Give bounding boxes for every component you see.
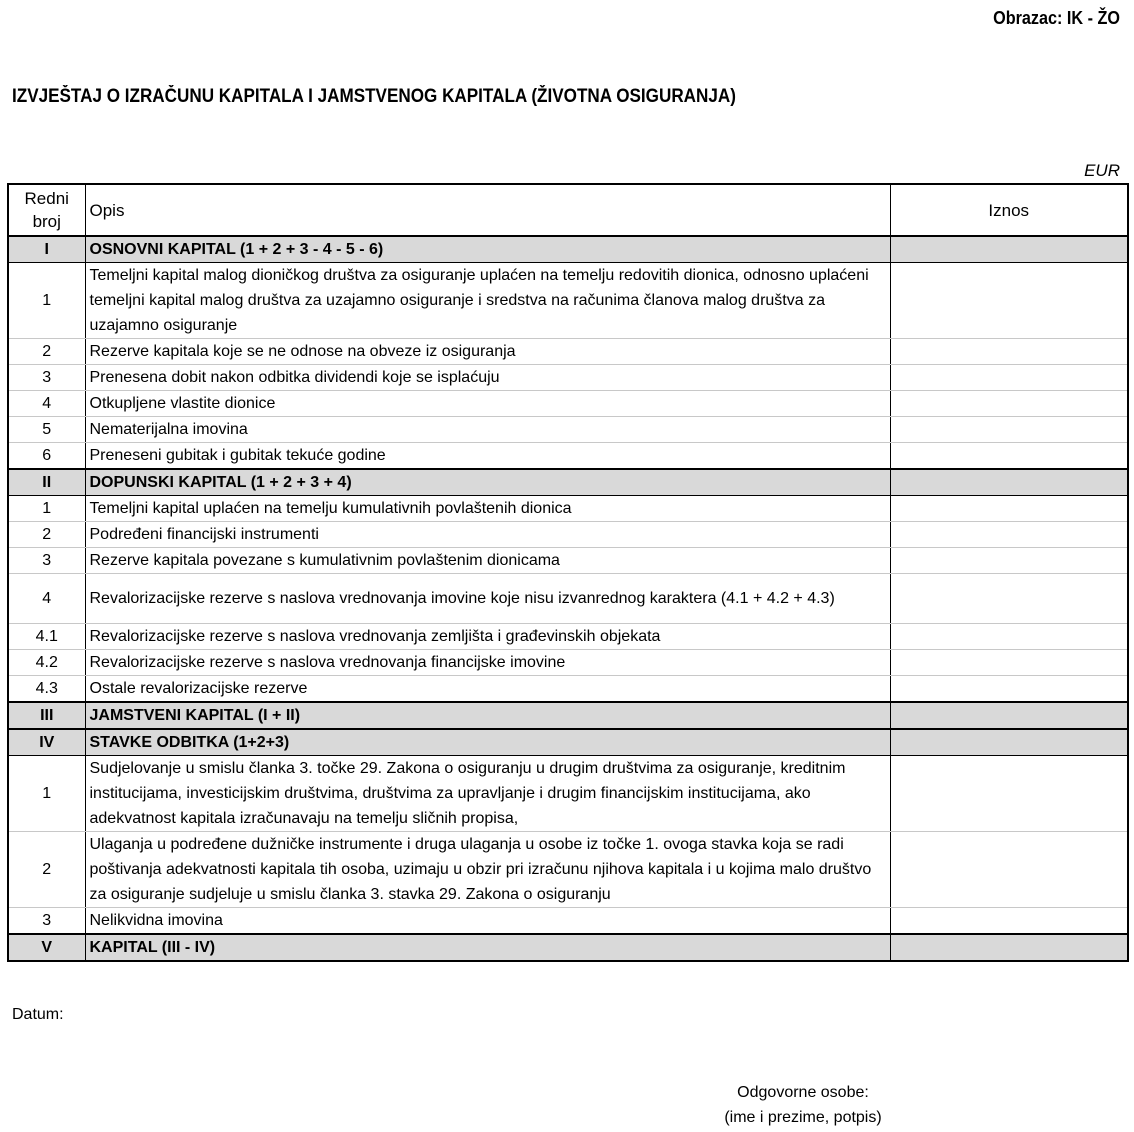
row-amount-cell[interactable] — [890, 263, 1128, 339]
row-description: JAMSTVENI KAPITAL (I + II) — [85, 702, 890, 729]
table-row — [8, 339, 1128, 365]
row-number: 1 — [8, 263, 85, 339]
row-number: 4 — [8, 391, 85, 417]
responsible-persons-label: Odgovorne osobe: — [737, 1084, 869, 1101]
row-amount-cell[interactable] — [890, 832, 1128, 908]
table-row — [8, 548, 1128, 574]
table-section-row — [8, 934, 1128, 961]
row-description: Temeljni kapital malog dioničkog društva za osiguranje uplaćen na temelju redovitih dionica, odnosno uplaćeni temeljni kapital malog društva za uzajamno osiguranje i sredstva na računima članova malog društva za uzajamno osiguranje — [85, 263, 890, 339]
row-amount-cell[interactable] — [890, 934, 1128, 961]
row-amount-cell[interactable] — [890, 624, 1128, 650]
row-amount-cell[interactable] — [890, 650, 1128, 676]
row-description: OSNOVNI KAPITAL (1 + 2 + 3 - 4 - 5 - 6) — [85, 236, 890, 263]
row-number: 4 — [8, 574, 85, 624]
row-description: Sudjelovanje u smislu članka 3. točke 29. Zakona o osiguranju u drugim društvima za osiguranje, kreditnim institucijama, investicijskim društvima, društvima za upravljanje i drugim financijskim institucijama, ako adekvatnost kapitala izračunavaju na temelju sličnih propisa, — [85, 756, 890, 832]
table-row — [8, 443, 1128, 470]
column-header-number-line1: Redni — [24, 189, 69, 208]
row-description: Nelikvidna imovina — [85, 908, 890, 935]
row-description: Rezerve kapitala koje se ne odnose na obveze iz osiguranja — [85, 339, 890, 365]
row-description: Rezerve kapitala povezane s kumulativnim povlaštenim dionicama — [85, 548, 890, 574]
row-description: Podređeni financijski instrumenti — [85, 522, 890, 548]
column-header-number — [8, 184, 85, 236]
column-header-description: Opis — [85, 184, 890, 236]
row-amount-cell[interactable] — [890, 469, 1128, 496]
row-number: 4.1 — [8, 624, 85, 650]
row-number: II — [8, 469, 85, 496]
row-number: 1 — [8, 496, 85, 522]
row-description: Ostale revalorizacijske rezerve — [85, 676, 890, 703]
table-section-row — [8, 702, 1128, 729]
table-row — [8, 574, 1128, 624]
row-description: DOPUNSKI KAPITAL (1 + 2 + 3 + 4) — [85, 469, 890, 496]
responsible-persons-hint: (ime i prezime, potpis) — [724, 1109, 882, 1126]
table-row — [8, 756, 1128, 832]
table-row — [8, 391, 1128, 417]
table-section-row — [8, 469, 1128, 496]
date-label: Datum: — [12, 1006, 64, 1023]
table-row — [8, 365, 1128, 391]
table-section-row — [8, 236, 1128, 263]
row-number: 1 — [8, 756, 85, 832]
row-amount-cell[interactable] — [890, 729, 1128, 756]
row-amount-cell[interactable] — [890, 548, 1128, 574]
column-header-number-line2: broj — [32, 212, 61, 231]
capital-report-table — [7, 183, 1129, 962]
responsible-persons-block — [700, 1080, 906, 1130]
row-number: 3 — [8, 548, 85, 574]
row-number: 3 — [8, 365, 85, 391]
table-row — [8, 676, 1128, 703]
table-row — [8, 624, 1128, 650]
row-description: Revalorizacijske rezerve s naslova vrednovanja financijske imovine — [85, 650, 890, 676]
row-description: Prenesena dobit nakon odbitka dividendi koje se isplaćuju — [85, 365, 890, 391]
row-number: 5 — [8, 417, 85, 443]
row-amount-cell[interactable] — [890, 702, 1128, 729]
row-number: 2 — [8, 832, 85, 908]
row-amount-cell[interactable] — [890, 443, 1128, 470]
row-number: 4.3 — [8, 676, 85, 703]
row-description: Preneseni gubitak i gubitak tekuće godine — [85, 443, 890, 470]
row-number: 6 — [8, 443, 85, 470]
table-row — [8, 522, 1128, 548]
row-description: KAPITAL (III - IV) — [85, 934, 890, 961]
table-section-row — [8, 729, 1128, 756]
table-body — [8, 236, 1128, 961]
row-amount-cell[interactable] — [890, 522, 1128, 548]
row-amount-cell[interactable] — [890, 908, 1128, 935]
table-row — [8, 832, 1128, 908]
row-amount-cell[interactable] — [890, 496, 1128, 522]
row-number: 4.2 — [8, 650, 85, 676]
row-description: STAVKE ODBITKA (1+2+3) — [85, 729, 890, 756]
row-number: I — [8, 236, 85, 263]
row-description: Revalorizacijske rezerve s naslova vrednovanja zemljišta i građevinskih objekata — [85, 624, 890, 650]
row-amount-cell[interactable] — [890, 417, 1128, 443]
table-row — [8, 263, 1128, 339]
row-amount-cell[interactable] — [890, 236, 1128, 263]
column-header-amount: Iznos — [890, 184, 1128, 236]
form-code: Obrazac: IK - ŽO — [993, 8, 1120, 28]
row-description: Otkupljene vlastite dionice — [85, 391, 890, 417]
table-row — [8, 496, 1128, 522]
page-title: IZVJEŠTAJ O IZRAČUNU KAPITALA I JAMSTVENOG KAPITALA (ŽIVOTNA OSIGURANJA) — [12, 86, 736, 107]
row-description: Nematerijalna imovina — [85, 417, 890, 443]
row-amount-cell[interactable] — [890, 391, 1128, 417]
row-number: III — [8, 702, 85, 729]
table-row — [8, 417, 1128, 443]
row-amount-cell[interactable] — [890, 574, 1128, 624]
table-row — [8, 650, 1128, 676]
row-number: 2 — [8, 522, 85, 548]
row-description: Revalorizacijske rezerve s naslova vrednovanja imovine koje nisu izvanrednog karaktera (4.1 + 4.2 + 4.3) — [85, 574, 890, 624]
row-number: IV — [8, 729, 85, 756]
table-row — [8, 908, 1128, 935]
row-description: Temeljni kapital uplaćen na temelju kumulativnih povlaštenih dionica — [85, 496, 890, 522]
table-header-row — [8, 184, 1128, 236]
row-amount-cell[interactable] — [890, 365, 1128, 391]
currency-label: EUR — [1084, 161, 1120, 180]
row-amount-cell[interactable] — [890, 676, 1128, 703]
row-amount-cell[interactable] — [890, 756, 1128, 832]
row-number: V — [8, 934, 85, 961]
row-number: 2 — [8, 339, 85, 365]
row-description: Ulaganja u podređene dužničke instrumente i druga ulaganja u osobe iz točke 1. ovoga stavka koja se radi poštivanja adekvatnosti kapitala tih osoba, uzimaju u obzir pri izračunu njihova kapitala i u kojima malo društvo za osiguranje sudjeluje u smislu članka 3. stavka 29. Zakona o osiguranju — [85, 832, 890, 908]
row-amount-cell[interactable] — [890, 339, 1128, 365]
row-number: 3 — [8, 908, 85, 935]
